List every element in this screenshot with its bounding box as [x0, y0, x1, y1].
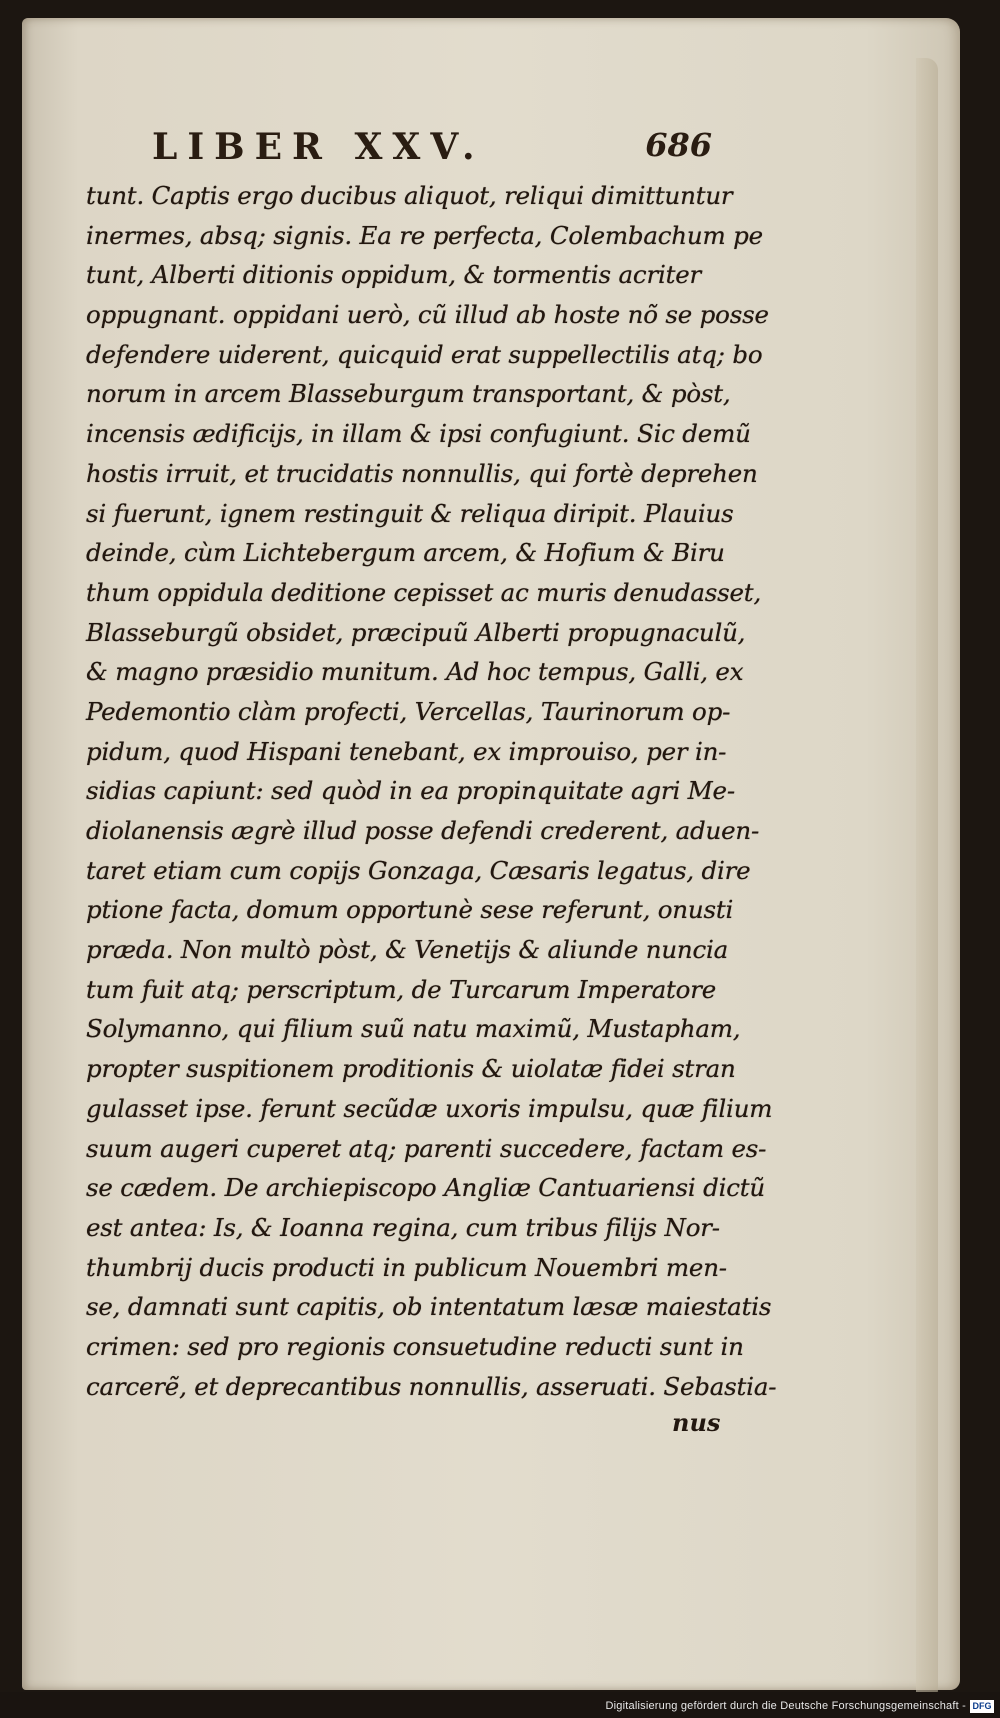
text-line: crimen: sed pro regionis consuetudine reducti sunt in [86, 1331, 744, 1361]
text-line: deinde, cùm Lichtebergum arcem, & Hofium & Biru [86, 538, 725, 568]
text-line: gulasset ipse. ferunt secũdæ uxoris impulsu, quæ filium [86, 1093, 773, 1123]
text-line: propter suspitionem proditionis & uiolatæ fidei stran [86, 1054, 736, 1084]
text-line: suum augeri cuperet atq; parenti succedere, factam es- [86, 1133, 767, 1163]
page-edge [916, 58, 938, 1698]
page-header [152, 126, 712, 176]
text-line: & magno præsidio munitum. Ad hoc tempus, Galli, ex [86, 657, 744, 687]
text-line: thum oppidula deditione cepisset ac muris denudasset, [86, 577, 762, 607]
text-line: inermes, absq; signis. Ea re perfecta, Colembachum pe [86, 220, 763, 250]
text-line: præda. Non multò pòst, & Venetijs & aliunde nuncia [86, 935, 729, 965]
text-line: tum fuit atq; perscriptum, de Turcarum Imperatore [86, 974, 717, 1004]
text-line: carcerẽ, et deprecantibus nonnullis, asseruati. Sebastia- [86, 1371, 777, 1401]
text-line: Pedemontio clàm profecti, Vercellas, Taurinorum op- [86, 696, 731, 726]
text-line: defendere uiderent, quicquid erat suppellectilis atq; bo [86, 339, 763, 369]
text-line: Blasseburgũ obsidet, præcipuũ Alberti propugnaculũ, [86, 617, 746, 647]
text-line: oppugnant. oppidani uerò, cũ illud ab hoste nõ se posse [86, 300, 769, 330]
text-line: incensis ædificijs, in illam & ipsi confugiunt. Sic demũ [86, 419, 751, 449]
text-line: se cædem. De archiepiscopo Angliæ Cantuariensi dictũ [86, 1173, 765, 1203]
footer-credit: Digitalisierung gefördert durch die Deutsche Forschungsgemeinschaft - [605, 1700, 966, 1712]
text-line: se, damnati sunt capitis, ob intentatum læsæ maiestatis [86, 1292, 772, 1322]
text-line: est antea: Is, & Ioanna regina, cum tribus filijs Nor- [86, 1212, 720, 1242]
text-line: norum in arcem Blasseburgum transportant, & pòst, [86, 379, 731, 409]
dfg-logo: DFG [970, 1700, 994, 1713]
text-line: tunt. Captis ergo ducibus aliquot, reliqui dimittuntur [86, 181, 733, 210]
text-line: pidum, quod Hispani tenebant, ex improuiso, per in- [86, 736, 727, 766]
text-line: ptione facta, domum opportunè sese referunt, onusti [86, 895, 734, 925]
catchword: nus [672, 1408, 721, 1437]
text-line: taret etiam cum copijs Gonzaga, Cæsaris legatus, dire [86, 855, 751, 885]
book-page [22, 18, 960, 1690]
running-head: LIBER XXV. [152, 126, 485, 168]
digitization-footer [0, 1692, 1000, 1718]
text-line: si fuerunt, ignem restinguit & reliqua diripit. Plauius [86, 498, 734, 528]
text-line: hostis irruit, et trucidatis nonnullis, qui fortè deprehen [86, 458, 758, 488]
text-line: thumbrij ducis producti in publicum Nouembri men- [86, 1252, 727, 1282]
text-line: Solymanno, qui filium suũ natu maximũ, Mustapham, [86, 1014, 741, 1044]
body-text [86, 176, 777, 1406]
text-line: diolanensis ægrè illud posse defendi crederent, aduen- [86, 816, 760, 845]
page-number: 686 [645, 126, 712, 164]
text-line: tunt, Alberti ditionis oppidum, & tormentis acriter [86, 260, 702, 290]
text-line: sidias capiunt: sed quòd in ea propinquitate agri Me- [86, 776, 735, 806]
